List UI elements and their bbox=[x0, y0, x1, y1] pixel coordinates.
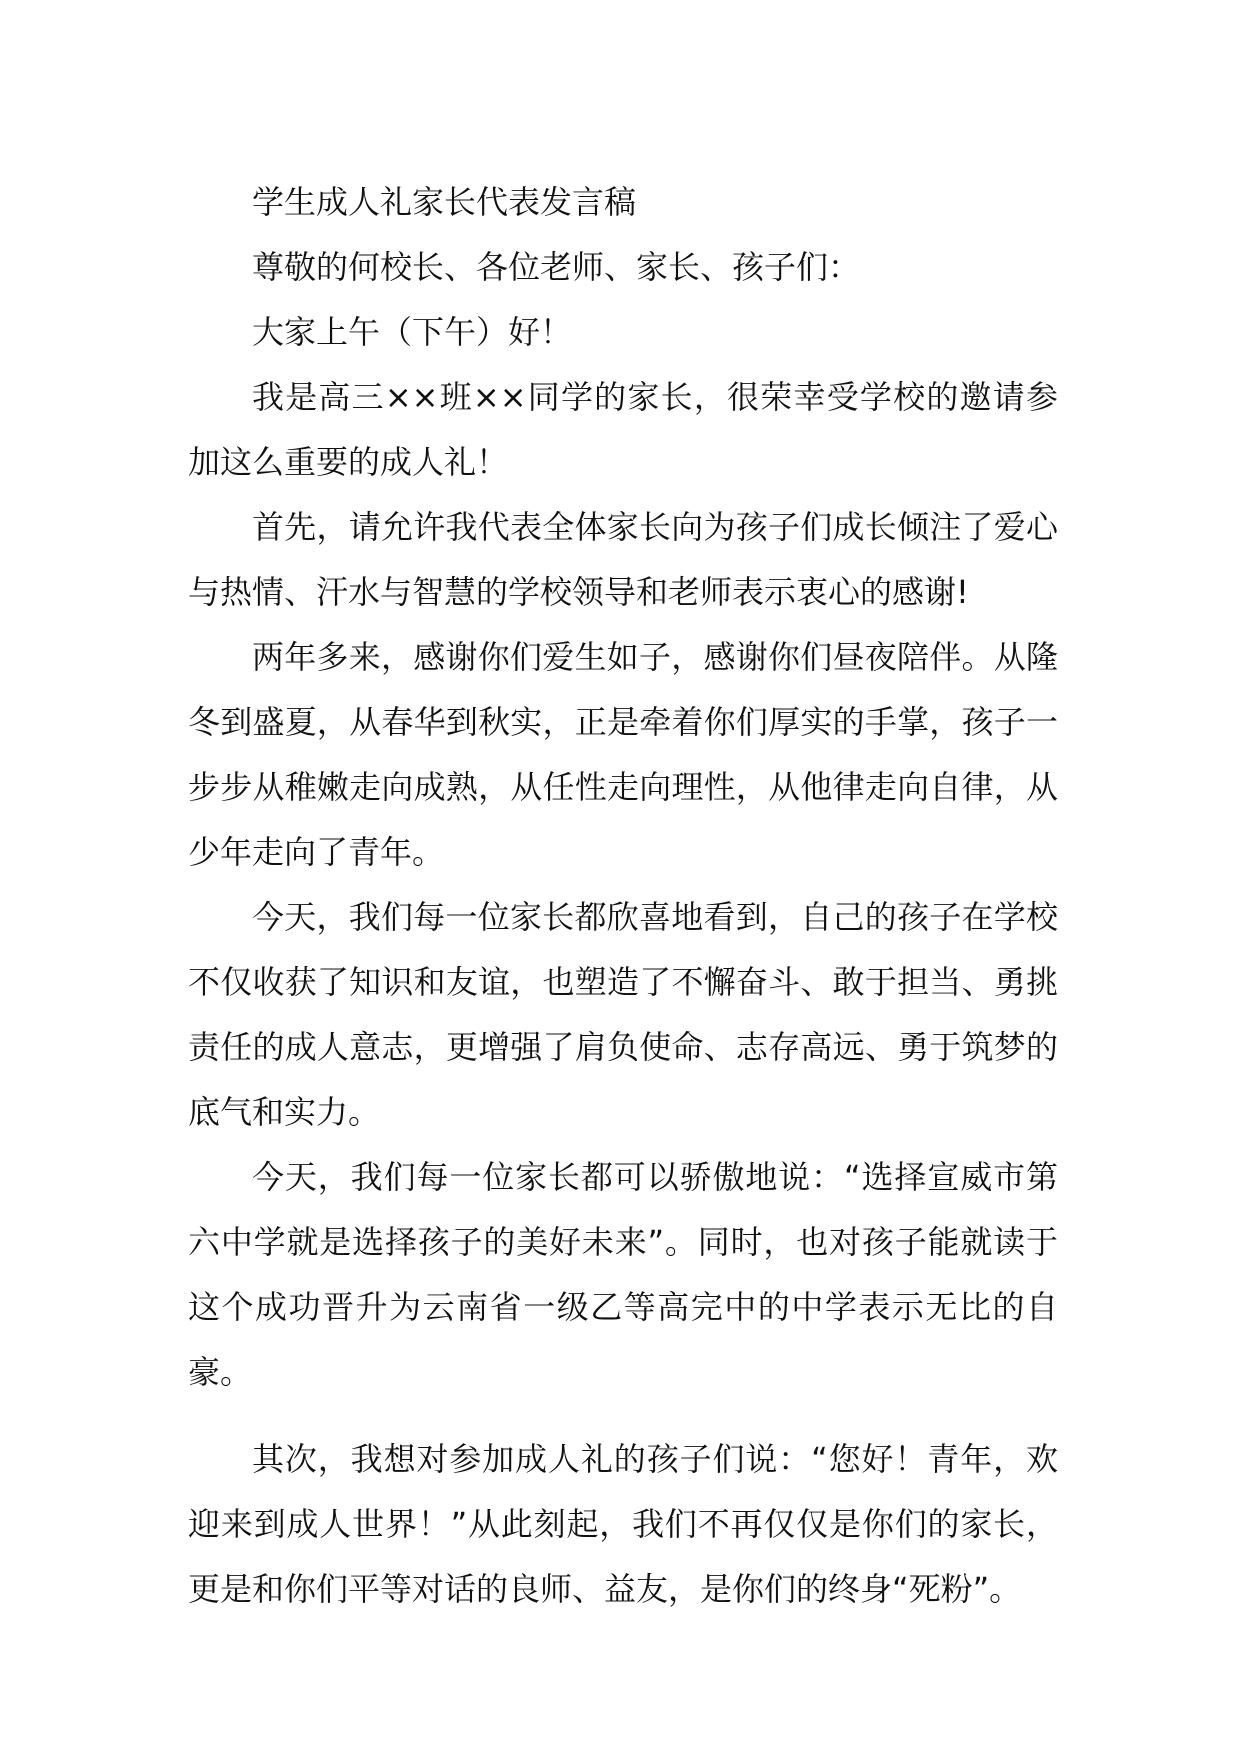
paragraph-salutation: 尊敬的何校长、各位老师、家长、孩子们： bbox=[252, 248, 861, 286]
paragraph-today-pride: 今天，我们每一位家长都可以骄傲地说：“选择宣威市第六中学就是选择孩子的美好未来”。同时，也对孩子能就读于这个成功晋升为云南省一级乙等高完中的中学表示无比的自豪。 bbox=[188, 1158, 1058, 1391]
document-title: 学生成人礼家长代表发言稿 bbox=[252, 183, 637, 221]
paragraph-thanks: 首先，请允许我代表全体家长向为孩子们成长倾注了爱心与热情、汗水与智慧的学校领导和老师表示衷心的感谢! bbox=[188, 508, 1058, 611]
paragraph-today-growth: 今天，我们每一位家长都欣喜地看到，自己的孩子在学校不仅收获了知识和友谊，也塑造了不懈奋斗、敢于担当、勇挑责任的成人意志，更增强了肩负使命、志存高远、勇于筑梦的底气和实力。 bbox=[188, 898, 1058, 1131]
document-body bbox=[188, 170, 1058, 1622]
paragraph-two-years: 两年多来，感谢你们爱生如子，感谢你们昼夜陪伴。从隆冬到盛夏，从春华到秋实，正是牵着你们厚实的手掌，孩子一步步从稚嫩走向成熟，从任性走向理性，从他律走向自律，从少年走向了青年。 bbox=[188, 638, 1058, 871]
paragraph-introduction: 我是高三××班××同学的家长，很荣幸受学校的邀请参加这么重要的成人礼！ bbox=[188, 378, 1058, 481]
paragraph-message-to-children: 其次，我想对参加成人礼的孩子们说：“您好！青年，欢迎来到成人世界！”从此刻起，我们不再仅仅是你们的家长，更是和你们平等对话的良师、益友，是你们的终身“死粉”。 bbox=[188, 1440, 1058, 1608]
paragraph-greeting: 大家上午（下午）好！ bbox=[252, 313, 573, 351]
